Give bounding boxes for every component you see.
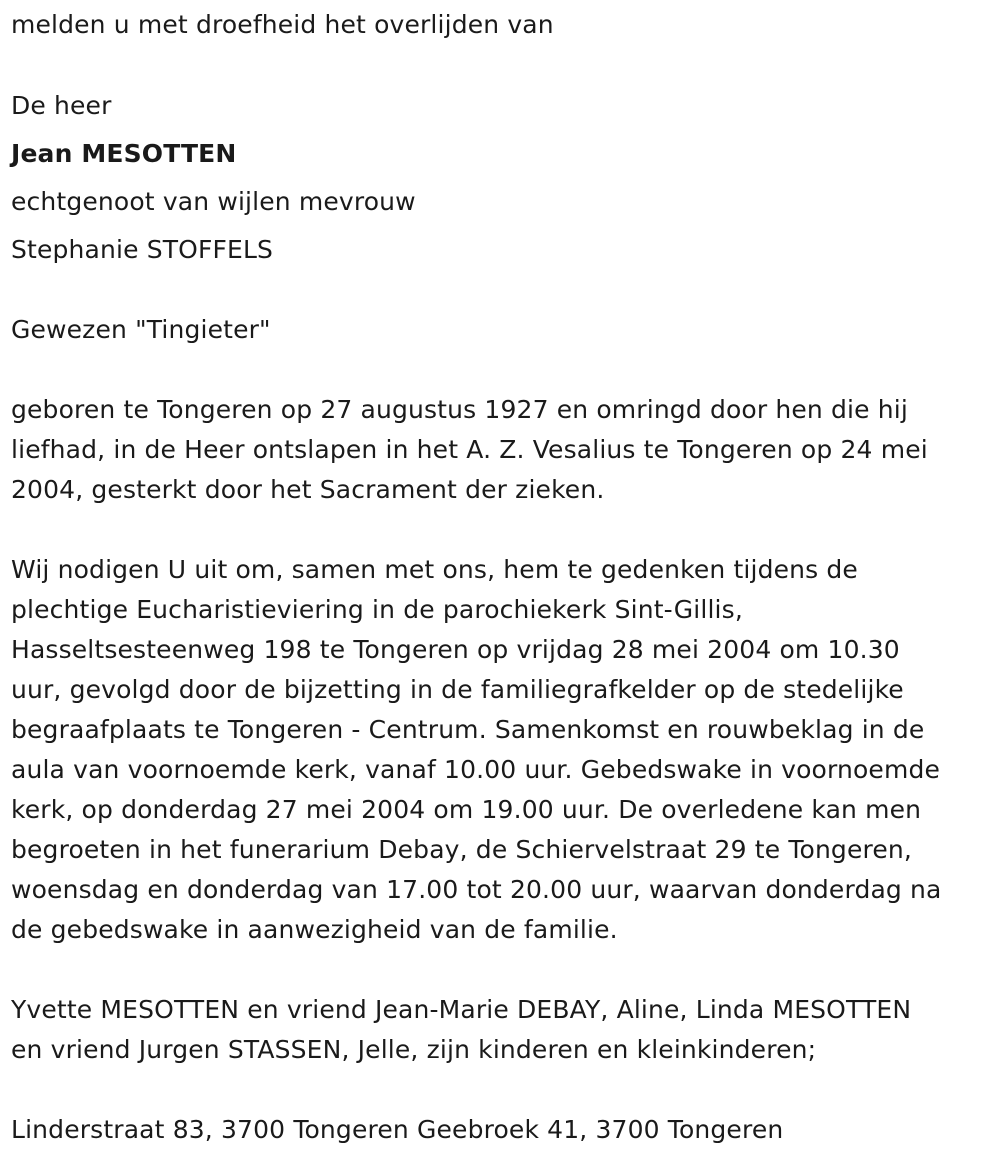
spouse-line-2: Stephanie STOFFELS [11,235,274,264]
birth-death-paragraph [11,390,991,510]
invitation-paragraph [11,550,991,950]
paragraph-line: geboren te Tongeren op 27 augustus 1927 en omringd door hen die hij [11,395,908,424]
paragraph-line: kerk, op donderdag 27 mei 2004 om 19.00 uur. De overledene kan men [11,795,922,824]
intro-text: melden u met droefheid het overlijden van [11,10,554,39]
paragraph-line: liefhad, in de Heer ontslapen in het A. Z. Vesalius te Tongeren op 24 mei [11,435,928,464]
deceased-name: Jean MESOTTEN [11,139,237,168]
paragraph-line: en vriend Jurgen STASSEN, Jelle, zijn kinderen en kleinkinderen; [11,1035,817,1064]
paragraph-line: 2004, gesterkt door het Sacrament der zieken. [11,475,605,504]
paragraph-line: uur, gevolgd door de bijzetting in de familiegrafkelder op de stedelijke [11,675,904,704]
family-paragraph [11,990,991,1070]
paragraph-line: plechtige Eucharistieviering in de parochiekerk Sint-Gillis, [11,595,743,624]
paragraph-line: begroeten in het funerarium Debay, de Schiervelstraat 29 te Tongeren, [11,835,912,864]
paragraph-line: Wij nodigen U uit om, samen met ons, hem te gedenken tijdens de [11,555,858,584]
paragraph-line: de gebedswake in aanwezigheid van de familie. [11,915,618,944]
paragraph-line: Yvette MESOTTEN en vriend Jean-Marie DEBAY, Aline, Linda MESOTTEN [11,995,912,1024]
paragraph-line: woensdag en donderdag van 17.00 tot 20.00 uur, waarvan donderdag na [11,875,942,904]
paragraph-line: aula van voornoemde kerk, vanaf 10.00 uur. Gebedswake in voornoemde [11,755,941,784]
paragraph-line: begraafplaats te Tongeren - Centrum. Samenkomst en rouwbeklag in de [11,715,925,744]
occupation-text: Gewezen "Tingieter" [11,315,271,344]
spouse-line-1: echtgenoot van wijlen mevrouw [11,187,416,216]
paragraph-line: Hasseltsesteenweg 198 te Tongeren op vrijdag 28 mei 2004 om 10.30 [11,635,900,664]
addresses-text: Linderstraat 83, 3700 Tongeren Geebroek 41, 3700 Tongeren [11,1115,784,1144]
honorific-title: De heer [11,91,112,120]
